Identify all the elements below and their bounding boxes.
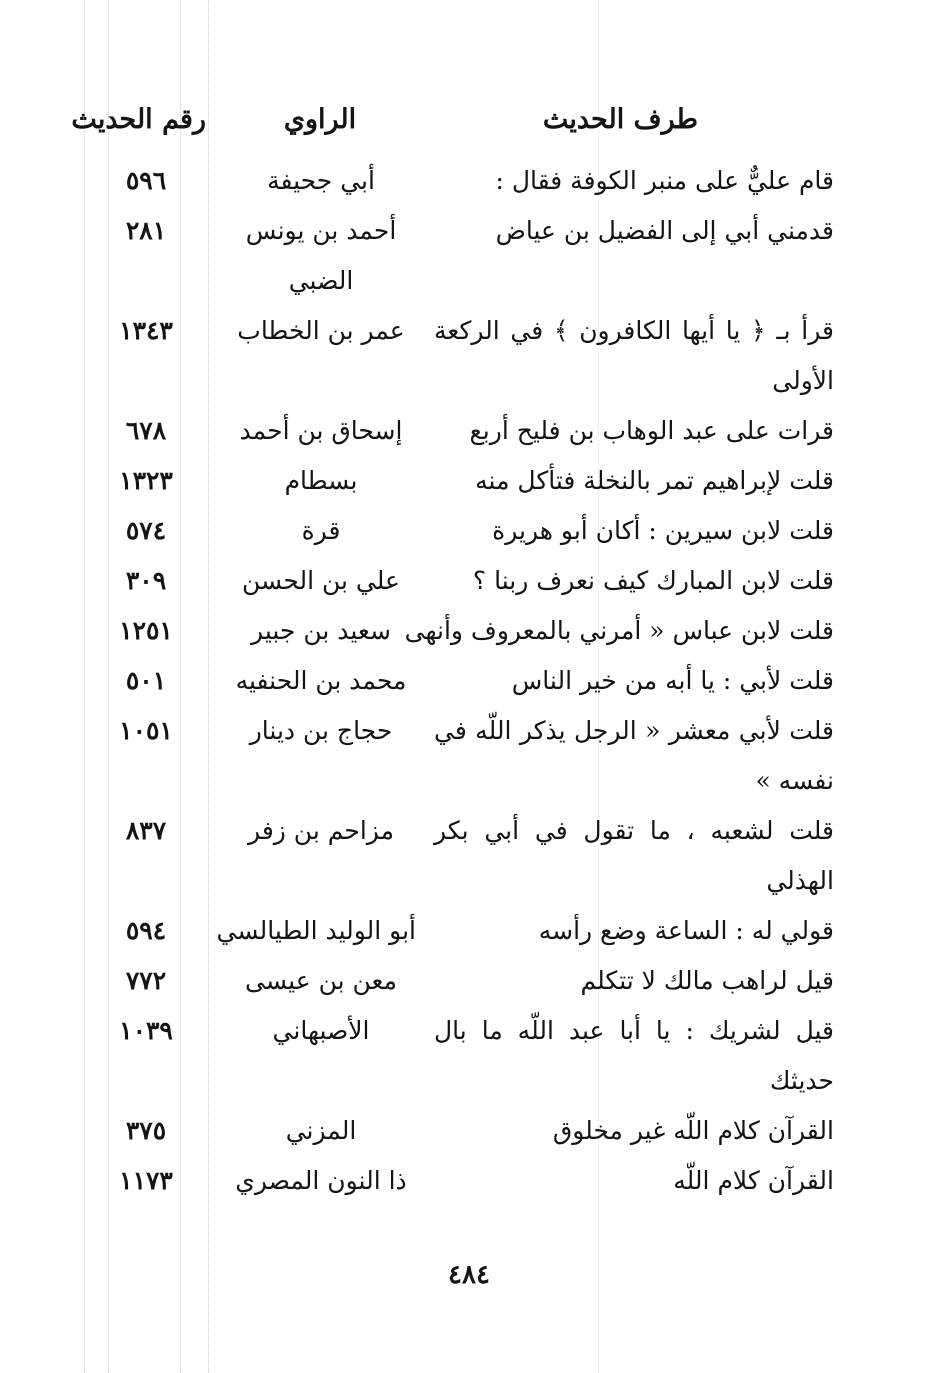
- hadith-text-line: قيل لشريك : يا أبا عبد اللّه ما بال: [434, 1016, 834, 1045]
- hadith-number-cell: ٣٠٩: [125, 566, 167, 595]
- hadith-text-cell: [434, 556, 834, 606]
- narrator-cell: [226, 506, 416, 556]
- narrator-cell: [226, 456, 416, 506]
- hadith-number-cell: ١٢٥١: [119, 616, 173, 645]
- hadith-text-cell: [434, 1106, 834, 1156]
- hadith-text-line: نفسه »: [755, 766, 834, 795]
- hadith-number-cell: ١١٧٣: [119, 1166, 173, 1195]
- narrator-cell: [226, 156, 416, 206]
- hadith-text-cell: [434, 656, 834, 706]
- hadith-text-line: قلت لابن المبارك كيف نعرف ربنا ؟: [472, 566, 834, 595]
- narrator-line: محمد بن الحنفيه: [235, 666, 407, 695]
- narrator-line: سعيد بن جبير: [251, 616, 391, 645]
- narrator-cell: [226, 606, 416, 656]
- narrator-cell: [226, 556, 416, 606]
- hadith-text-line: قلت لابن عباس « أمرني بالمعروف وأنهى: [404, 616, 834, 645]
- page-number: ٤٨٤: [448, 1260, 490, 1290]
- narrator-cell: [226, 306, 416, 356]
- narrator-line: المزني: [285, 1116, 357, 1145]
- hadith-text-cell: [434, 456, 834, 506]
- scan-guide-line: [84, 0, 85, 1373]
- narrator-line: علي بن الحسن: [242, 566, 400, 595]
- hadith-text-cell: [434, 206, 834, 256]
- narrator-cell: [226, 656, 416, 706]
- hadith-text-cell: [434, 1006, 834, 1106]
- narrator-cell: [226, 1106, 416, 1156]
- hadith-number-cell: ٧٧٢: [125, 966, 167, 995]
- hadith-number-cell: ١٠٣٩: [119, 1016, 173, 1045]
- hadith-text-cell: [434, 1156, 834, 1206]
- hadith-text-line: الأولى: [772, 366, 834, 395]
- narrator-line: أبي جحيفة: [267, 166, 375, 195]
- hadith-number-cell: ٥٩٤: [125, 916, 167, 945]
- narrator-cell: [226, 1006, 416, 1056]
- hadith-text-line: قلت لشعبه ، ما تقول في أبي بكر: [434, 816, 834, 845]
- header-hadith-number: رقم الحديث: [71, 104, 206, 135]
- hadith-text-line: القرآن كلام اللّه غير مخلوق: [552, 1116, 834, 1145]
- narrator-cell: [226, 956, 416, 1006]
- scan-guide-line: [208, 0, 209, 1373]
- narrator-line: الضبي: [288, 266, 354, 295]
- hadith-text-line: قلت لأبي معشر « الرجل يذكر اللّه في: [434, 716, 834, 745]
- hadith-number-cell: ٣٧٥: [125, 1116, 167, 1145]
- hadith-text-line: حديثك: [769, 1066, 834, 1095]
- hadith-text-cell: [404, 606, 834, 656]
- hadith-number-cell: ١٣٢٣: [119, 466, 173, 495]
- hadith-text-cell: [434, 306, 834, 406]
- narrator-line: الأصبهاني: [272, 1016, 370, 1045]
- hadith-text-line: قلت لإبراهيم تمر بالنخلة فتأكل منه: [475, 466, 834, 495]
- narrator-line: أبو الوليد الطيالسي: [216, 916, 416, 945]
- narrator-cell: [226, 206, 416, 306]
- hadith-text-line: قلت لابن سيرين : أكان أبو هريرة: [492, 516, 834, 545]
- hadith-number-cell: ٥٩٦: [125, 166, 167, 195]
- hadith-text-cell: [434, 956, 834, 1006]
- hadith-number-cell: ١٣٤٣: [119, 316, 173, 345]
- hadith-number-cell: ٢٨١: [125, 216, 167, 245]
- header-hadith-text: طرف الحديث: [542, 104, 698, 135]
- narrator-line: مزاحم بن زفر: [248, 816, 394, 845]
- narrator-line: معن بن عيسى: [245, 966, 397, 995]
- hadith-text-cell: [434, 406, 834, 456]
- hadith-text-line: قلت لأبي : يا أبه من خير الناس: [511, 666, 834, 695]
- hadith-text-cell: [434, 156, 834, 206]
- hadith-text-cell: [434, 706, 834, 806]
- narrator-line: أحمد بن يونس: [245, 216, 397, 245]
- hadith-number-cell: ٥٧٤: [125, 516, 167, 545]
- hadith-text-line: قرأ بـ ﴿ يا أيها الكافرون ﴾ في الركعة: [434, 316, 834, 345]
- hadith-text-line: القرآن كلام اللّه: [673, 1166, 834, 1195]
- hadith-text-line: الهذلي: [766, 866, 834, 895]
- narrator-cell: [216, 906, 416, 956]
- narrator-line: إسحاق بن أحمد: [239, 416, 403, 445]
- hadith-number-cell: ٨٣٧: [125, 816, 167, 845]
- hadith-text-cell: [434, 806, 834, 906]
- hadith-text-line: قولي له : الساعة وضع رأسه: [538, 916, 834, 945]
- hadith-text-cell: [434, 906, 834, 956]
- narrator-line: ذا النون المصري: [235, 1166, 407, 1195]
- narrator-cell: [226, 1156, 416, 1206]
- hadith-text-line: قرات على عبد الوهاب بن فليح أربع: [469, 416, 834, 445]
- narrator-line: قرة: [301, 516, 341, 545]
- hadith-number-cell: ١٠٥١: [119, 716, 173, 745]
- narrator-line: عمر بن الخطاب: [237, 316, 405, 345]
- hadith-number-cell: ٦٧٨: [125, 416, 167, 445]
- hadith-number-cell: ٥٠١: [125, 666, 167, 695]
- header-narrator: الراوي: [283, 104, 357, 135]
- hadith-text-cell: [434, 506, 834, 556]
- hadith-text-line: قدمني أبي إلى الفضيل بن عياض: [495, 216, 834, 245]
- narrator-cell: [226, 706, 416, 756]
- narrator-line: حجاج بن دينار: [249, 716, 393, 745]
- narrator-cell: [226, 406, 416, 456]
- hadith-text-line: قيل لراهب مالك لا تتكلم: [580, 966, 834, 995]
- narrator-line: بسطام: [284, 466, 358, 495]
- narrator-cell: [226, 806, 416, 856]
- hadith-text-line: قام عليٌّ على منبر الكوفة فقال :: [495, 166, 834, 195]
